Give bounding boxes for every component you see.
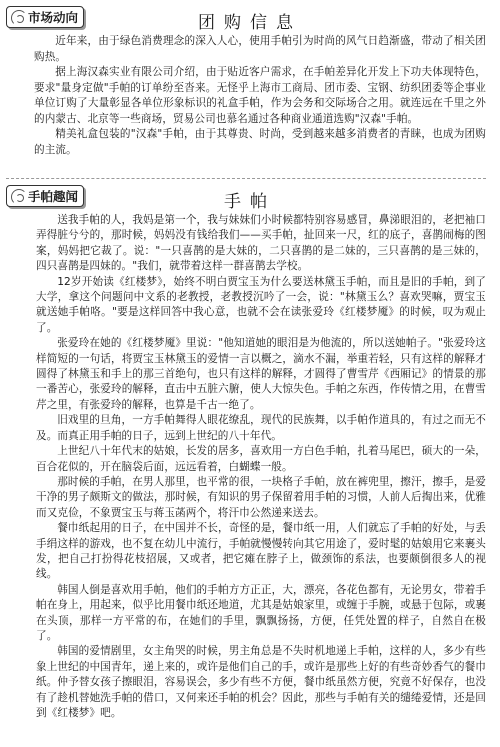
paragraph: 送我手帕的人，我妈是第一个，我与妹妹们小时候都特别容易感冒，鼻涕眼泪的，老把袖口弄得脏兮兮的，那时候，妈妈没有钱给我们——买手帕，扯回来一尺，红的底子，喜鹊闹梅的图案，妈妈把它裁了。说："一只喜鹊的是大妹的，二只喜鹊的是二妹的，三只喜鹊的是三妹的，四只喜鹊是四妹的。"我们，就带着这样一群喜鹊去学校。 bbox=[36, 214, 486, 273]
section-divider bbox=[6, 178, 486, 179]
paragraph: 餐巾纸起用的日子，在中国并不长，奇怪的是，餐巾纸一用，人们就忘了手帕的好处，与丢手绢这样的游戏，也不复在幼儿中流行，手帕就慢慢转向其它用途了，爱时髦的姑娘用它来裹头发，把自己打扮得花枝招展，又或者，把它瘫在脖子上，做颈饰的系法，也要颇倒很多人的视线。 bbox=[36, 522, 486, 581]
section-group-buying bbox=[0, 4, 500, 158]
section-tag-label: 手帕趣闻 bbox=[27, 189, 78, 204]
paragraph: 精美礼盒包装的"汉森"手帕，由于其尊贵、时尚，受到越来越多消费者的青睐，也成为团购的主流。 bbox=[34, 128, 486, 156]
section-body bbox=[0, 34, 500, 158]
paragraph: 据上海汉森实业有限公司介绍，由于贴近客户需求，在手帕差异化开发上下功夫体现特色，要求"量身定做"手帕的订单纷至沓来。无怪乎上海市工商局、团市委、宝钢、纺织团委等企事业单位订购了大量彰显各单位形象标识的礼盒手帕，作为会务和交际场合之用。就连远在千里之外的内蒙古、北京等一些商场，贸易公司也慕名通过各种商业通道选购"汉森"手帕。 bbox=[34, 66, 486, 125]
section-tag-label: 市场动向 bbox=[27, 10, 78, 25]
section-title: 团购信息 bbox=[198, 13, 302, 33]
paragraph: 那时候的手帕，在男人那里，也平常的很，一块格子手帕，放在裤兜里，擦汗，擦手，是爱干净的男子颇斯文的做法，那时候，有知识的男子保留着用手帕的习惯，人前人后掏出来，优雅而又克俭，不象贾宝玉与蒋玉菡两个，将汗巾公然递来送去。 bbox=[36, 475, 486, 519]
paragraph: 上世纪八十年代末的姑娘，长发的居多，喜欢用一方白色手帕，扎着马尾巴，硕大的一朵，百合花似的，开在脑袋后面，远远看着，白蝴蝶一般。 bbox=[36, 445, 486, 473]
section-handkerchief bbox=[0, 183, 500, 721]
section-body bbox=[0, 213, 500, 721]
section-header bbox=[0, 183, 500, 213]
section-title: 手帕 bbox=[224, 192, 276, 212]
section-header bbox=[0, 4, 500, 34]
paragraph: 韩国的爱情剧里，女主角哭的时候，男主角总是不失时机地递上手帕，这样的人，多少有些象上世纪的中国青年，递上来的，或许是他们自己的手，或许是那些上好的有些奇妙香气的餐巾纸。仲予替女孩子擦眼泪，容易误会，多少有些不方便，餐巾纸虽然方便，究竟不好保存，也没有了趁机替她洗手帕的借口，又何来还手帕的机会？因此，那些与手帕有关的缱绻爱情，还是回到《红楼梦》吧。 bbox=[36, 645, 486, 719]
paragraph: 韩国人倒是喜欢用手帕，他们的手帕方方正正，大，漂亮，各花色都有，无论男女，带着手帕在身上，用起来，似乎比用餐巾纸还地道，尤其是姑娘家里，或缠于手腕，或悬于包际，或裹在头顶，那样一方平常的布，在她们的手里，飘飘扬扬，方便，任凭处置的样子，自然自在极了。 bbox=[36, 583, 486, 642]
paragraph: 近年来，由于绿色消费理念的深入人心，使用手帕引为时尚的风气日趋渐盛，带动了相关团购热。 bbox=[34, 35, 486, 63]
paragraph: 12岁开始读《红楼梦》，始终不明白贾宝玉为什么要送林黛玉手帕，而且是旧的手帕，到了大学，拿这个问题问中文系的老教授，老教授沉吟了一会，说："林黛玉么？喜欢哭嘛，贾宝玉就送她手帕咯。"要是这样回答中我心意，也就不会在读张爱玲《红楼梦魇》的时候，叹为观止了。 bbox=[36, 275, 486, 334]
paragraph: 旧戏里的旦角，一方手帕舞得人眼花缭乱，现代的民族舞，以手帕作道具的，有过之而无不及。而真正用手帕的日子，远到上世纪的八十年代。 bbox=[36, 414, 486, 442]
paragraph: 张爱玲在她的《红楼梦魇》里说："他知道她的眼泪是为他流的，所以送她帕子。"张爱玲这样简短的一句话，将贾宝玉林黛玉的爱情一言以概之，滴水不漏，举重若轻，只有这样的解释才圆得了林黛玉和手上的那三首绝句，也只有这样的解释，才圆得了曹雪芹《西厢记》的情景的那一番苦心，张爱玲的解释，直击中五脏六腑，使人大惊失色。手帕之东西，作传情之用，在曹雪芹之里，有张爱玲的解释，也算是千古一绝了。 bbox=[36, 337, 486, 411]
